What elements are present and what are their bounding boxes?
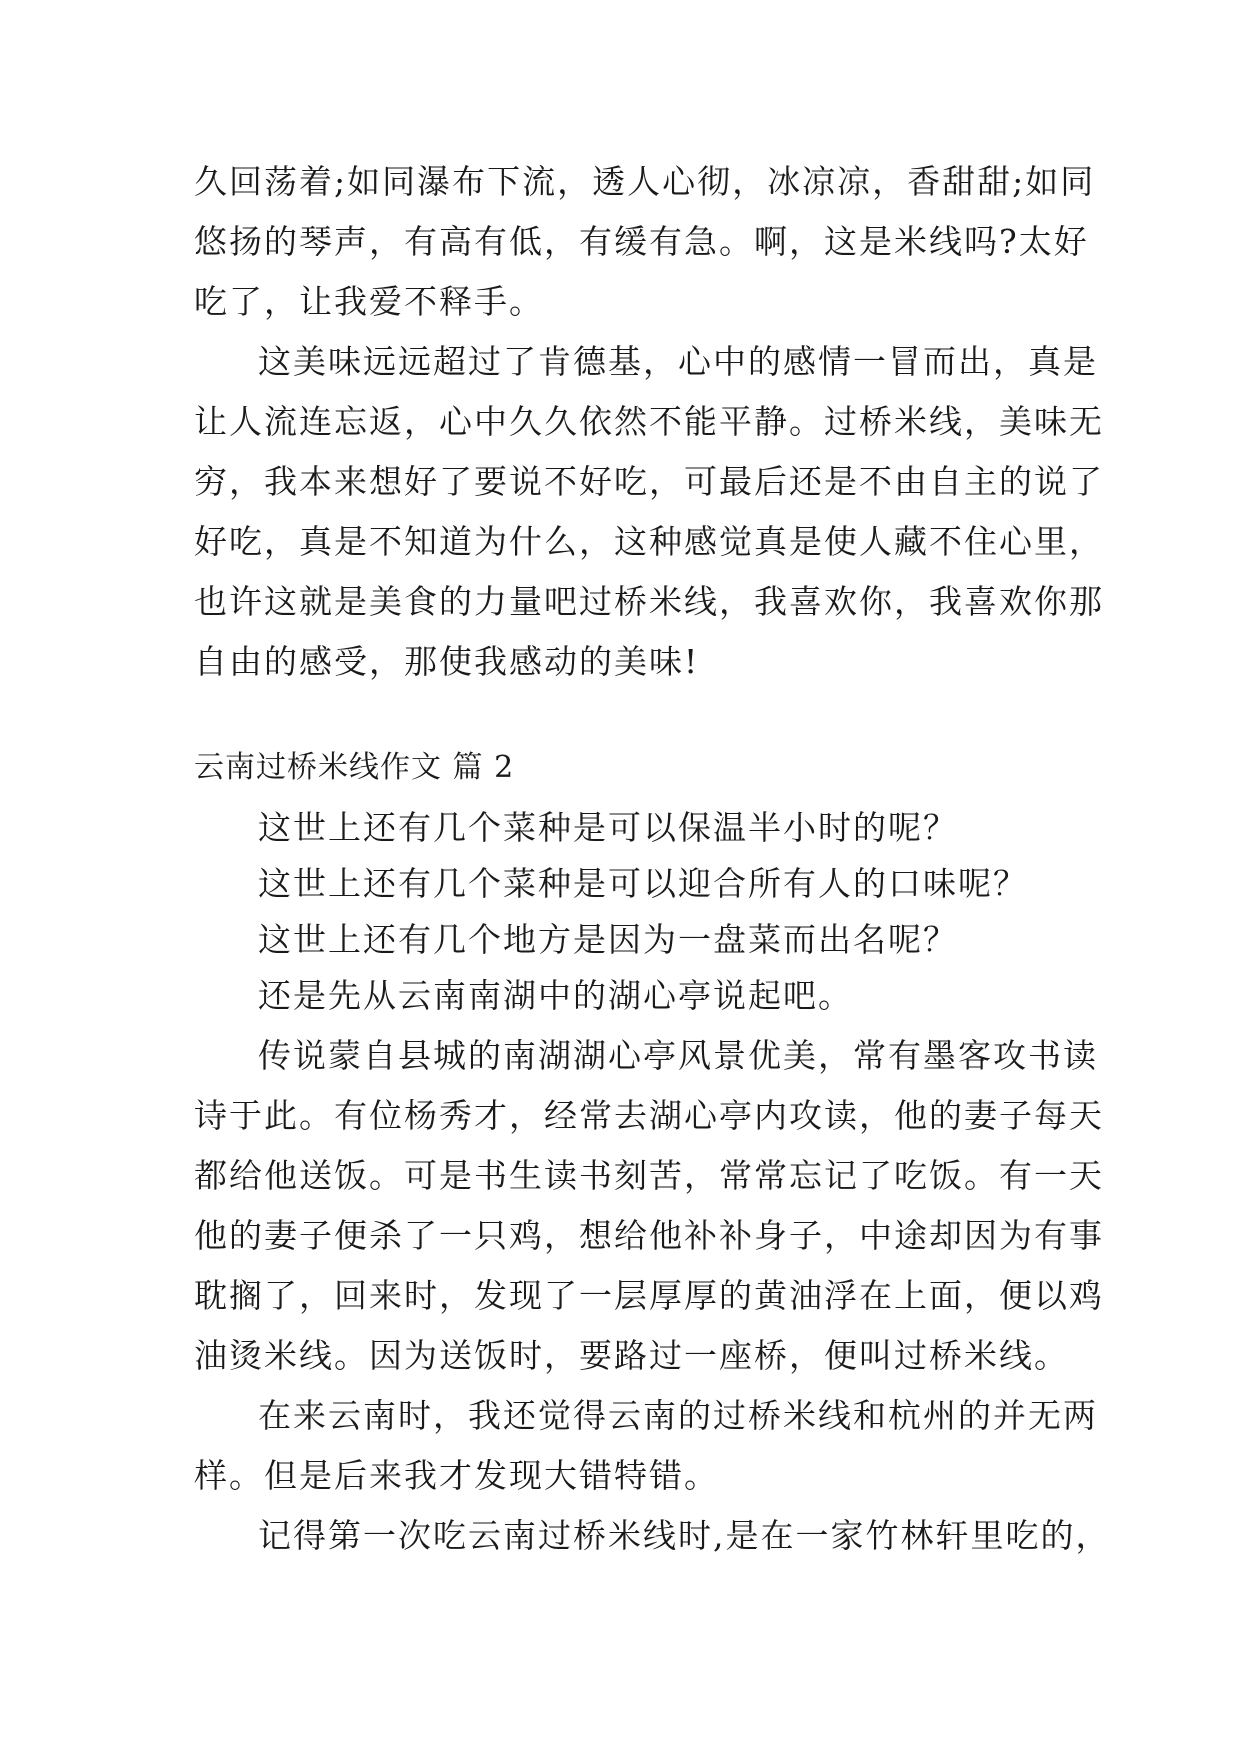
text-line: 样。但是后来我才发现大错特错。: [194, 1456, 719, 1495]
text-line: 也许这就是美食的力量吧过桥米线，我喜欢你，我喜欢你那: [194, 582, 1104, 621]
text-line: 都给他送饭。可是书生读书刻苦，常常忘记了吃饭。有一天: [194, 1156, 1104, 1195]
text-line: 吃了，让我爱不释手。: [194, 282, 544, 321]
text-line: 好吃，真是不知道为什么，这种感觉真是使人藏不住心里，: [194, 522, 1104, 561]
paragraph-first-line: 这世上还有几个菜种是可以迎合所有人的口味呢？: [258, 864, 1028, 903]
section-heading: 云南过桥米线作文 篇 2: [194, 750, 515, 785]
paragraph-first-line: 记得第一次吃云南过桥米线时,是在一家竹林轩里吃的，: [258, 1516, 1111, 1555]
text-line: 久回荡着;如同瀑布下流，透人心彻，冰凉凉，香甜甜;如同: [194, 162, 1096, 201]
text-line: 让人流连忘返，心中久久依然不能平静。过桥米线，美味无: [194, 402, 1104, 441]
text-line: 穷，我本来想好了要说不好吃，可最后还是不由自主的说了: [194, 462, 1104, 501]
text-line: 他的妻子便杀了一只鸡，想给他补补身子，中途却因为有事: [194, 1216, 1104, 1255]
paragraph-first-line: 传说蒙自县城的南湖湖心亭风景优美，常有墨客攻书读: [258, 1036, 1098, 1075]
text-line: 诗于此。有位杨秀才，经常去湖心亭内攻读，他的妻子每天: [194, 1096, 1104, 1135]
text-line: 油烫米线。因为送饭时，要路过一座桥，便叫过桥米线。: [194, 1336, 1069, 1375]
paragraph-first-line: 这世上还有几个地方是因为一盘菜而出名呢？: [258, 920, 958, 959]
paragraph-first-line: 还是先从云南南湖中的湖心亭说起吧。: [258, 976, 853, 1015]
paragraph-first-line: 这世上还有几个菜种是可以保温半小时的呢？: [258, 808, 958, 847]
paragraph-first-line: 这美味远远超过了肯德基，心中的感情一冒而出，真是: [258, 342, 1098, 381]
text-line: 自由的感受，那使我感动的美味!: [194, 642, 700, 681]
text-line: 悠扬的琴声，有高有低，有缓有急。啊，这是米线吗?太好: [194, 222, 1089, 261]
text-line: 耽搁了，回来时，发现了一层厚厚的黄油浮在上面，便以鸡: [194, 1276, 1104, 1315]
paragraph-first-line: 在来云南时，我还觉得云南的过桥米线和杭州的并无两: [258, 1396, 1098, 1435]
